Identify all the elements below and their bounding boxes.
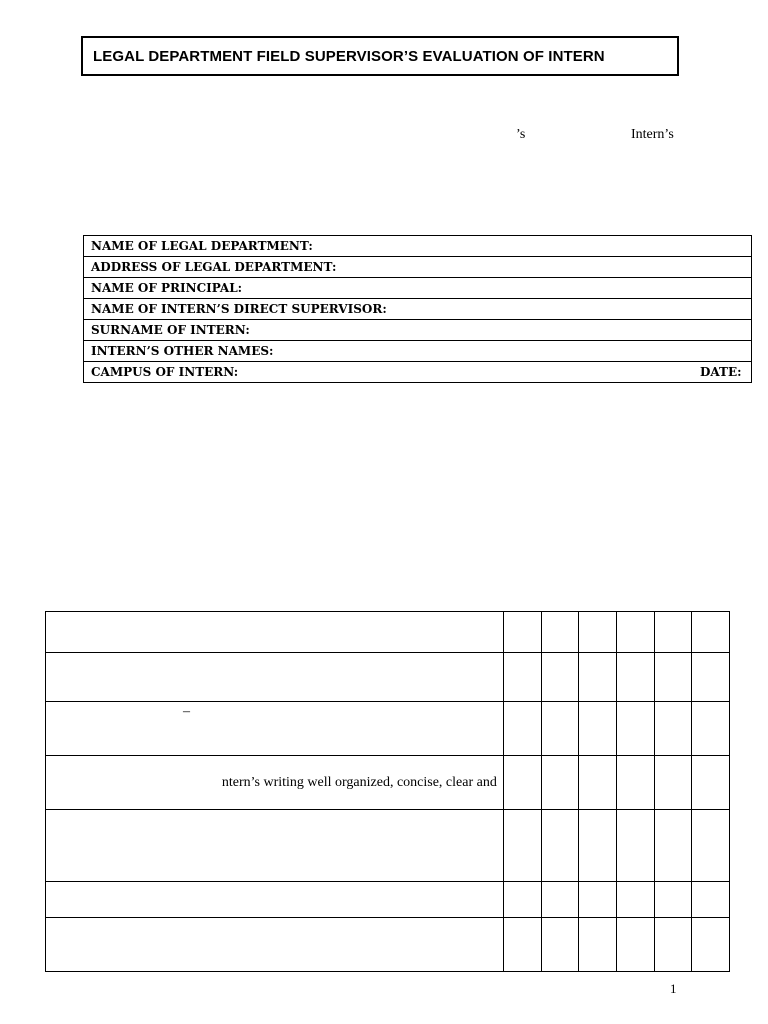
label-intern-other-names: INTERN’S OTHER NAMES: <box>84 341 752 362</box>
rating-cell <box>503 702 541 756</box>
criterion-cell <box>46 612 504 653</box>
info-row-campus-date <box>84 362 752 383</box>
rating-cell <box>692 653 730 702</box>
page-number: 1 <box>670 981 677 996</box>
evaluation-row <box>46 702 730 756</box>
rating-cell <box>579 702 617 756</box>
rating-cell <box>654 810 692 882</box>
rating-cell <box>541 653 579 702</box>
label-legal-department-name: NAME OF LEGAL DEPARTMENT: <box>84 236 752 257</box>
rating-cell <box>541 882 579 918</box>
rating-cell <box>541 612 579 653</box>
campus-date-cell <box>84 362 752 383</box>
rating-cell <box>503 756 541 810</box>
rating-cell <box>654 653 692 702</box>
rating-cell <box>692 612 730 653</box>
criterion-cell <box>46 810 504 882</box>
rating-cell <box>503 653 541 702</box>
rating-cell <box>616 653 654 702</box>
document-title-text: LEGAL DEPARTMENT FIELD SUPERVISOR’S EVALUATION OF INTERN <box>93 47 605 65</box>
rating-cell <box>654 702 692 756</box>
rating-cell <box>654 756 692 810</box>
rating-cell <box>579 918 617 972</box>
label-direct-supervisor: NAME OF INTERN’S DIRECT SUPERVISOR: <box>84 299 752 320</box>
label-intern-campus: CAMPUS OF INTERN: <box>91 365 239 379</box>
rating-cell <box>692 756 730 810</box>
label-date: DATE: <box>700 365 742 379</box>
rating-cell <box>654 612 692 653</box>
document-title <box>81 36 679 76</box>
rating-cell <box>692 918 730 972</box>
rating-cell <box>616 756 654 810</box>
rating-cell <box>654 882 692 918</box>
evaluation-row <box>46 810 730 882</box>
criterion-cell <box>46 882 504 918</box>
rating-cell <box>654 918 692 972</box>
criterion-cell <box>46 653 504 702</box>
criterion-text: – <box>183 704 190 719</box>
rating-cell <box>616 702 654 756</box>
evaluation-row <box>46 918 730 972</box>
rating-cell <box>616 612 654 653</box>
label-legal-department-address: ADDRESS OF LEGAL DEPARTMENT: <box>84 257 752 278</box>
criterion-cell: ntern’s writing well organized, concise, clear and <box>46 756 504 810</box>
rating-cell <box>579 810 617 882</box>
rating-cell <box>616 810 654 882</box>
label-principal-name: NAME OF PRINCIPAL: <box>84 278 752 299</box>
rating-cell <box>579 882 617 918</box>
rating-cell <box>503 882 541 918</box>
evaluation-row <box>46 612 730 653</box>
evaluation-row <box>46 882 730 918</box>
rating-cell <box>616 882 654 918</box>
info-row-legal-department-address <box>84 257 752 278</box>
info-row-intern-other-names <box>84 341 752 362</box>
info-row-direct-supervisor <box>84 299 752 320</box>
intro-fragment-interns: Intern’s <box>631 127 674 142</box>
info-row-principal-name <box>84 278 752 299</box>
criterion-cell <box>46 702 504 756</box>
intro-fragment-possessive: ’s <box>516 127 526 142</box>
rating-cell <box>503 918 541 972</box>
criterion-cell <box>46 918 504 972</box>
rating-cell <box>616 918 654 972</box>
rating-cell <box>541 756 579 810</box>
info-row-legal-department-name <box>84 236 752 257</box>
rating-cell <box>541 918 579 972</box>
rating-cell <box>692 882 730 918</box>
info-row-intern-surname <box>84 320 752 341</box>
rating-cell <box>503 810 541 882</box>
rating-cell <box>503 612 541 653</box>
evaluation-row <box>46 756 730 810</box>
rating-cell <box>579 756 617 810</box>
rating-cell <box>579 612 617 653</box>
evaluation-table <box>45 611 730 972</box>
intern-info-table <box>83 235 752 383</box>
label-intern-surname: SURNAME OF INTERN: <box>84 320 752 341</box>
rating-cell <box>692 702 730 756</box>
rating-cell <box>579 653 617 702</box>
rating-cell <box>541 702 579 756</box>
evaluation-row <box>46 653 730 702</box>
rating-cell <box>541 810 579 882</box>
rating-cell <box>692 810 730 882</box>
